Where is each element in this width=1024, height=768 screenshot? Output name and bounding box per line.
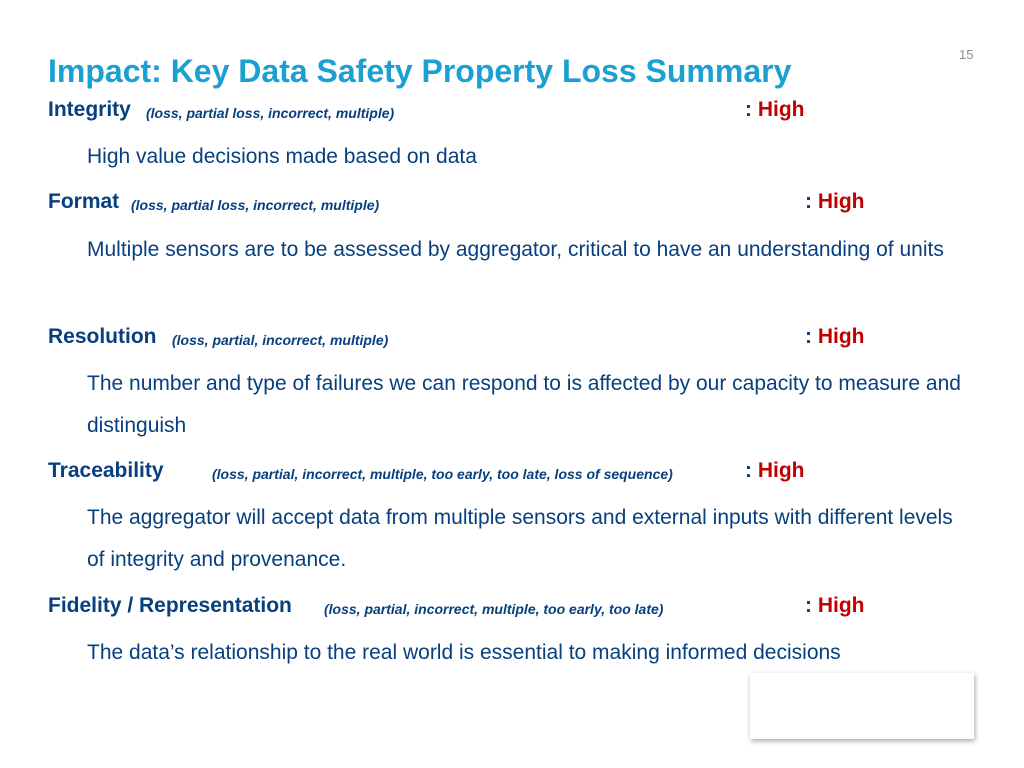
rating-colon: :	[745, 459, 752, 482]
rating-colon: :	[805, 325, 812, 348]
rating-colon: :	[805, 594, 812, 617]
section-heading-resolution	[48, 324, 978, 352]
rating-value: High	[817, 190, 865, 213]
section-heading-format	[48, 189, 978, 217]
section-name: Traceability	[48, 459, 164, 482]
section-text-traceability: The aggregator will accept data from multiple sensors and external inputs with different levels of integrity and provenance.	[87, 506, 953, 571]
section-name: Format	[48, 190, 120, 213]
section-qualifier: (loss, partial loss, incorrect, multiple)	[146, 105, 395, 121]
section-heading-traceability	[48, 458, 978, 486]
section-rating	[745, 459, 805, 483]
section-rating	[805, 594, 865, 618]
rating-value: High	[757, 98, 805, 121]
section-text-integrity: High value decisions made based on data	[87, 145, 477, 168]
section-heading-integrity	[48, 97, 978, 125]
section-name: Fidelity / Representation	[48, 594, 292, 617]
section-heading-fidelity	[48, 593, 978, 621]
rating-colon: :	[805, 190, 812, 213]
section-rating	[745, 98, 805, 122]
section-rating	[805, 190, 865, 214]
section-name: Resolution	[48, 325, 157, 348]
rating-value: High	[817, 325, 865, 348]
overlay-box	[750, 673, 974, 739]
rating-value: High	[757, 459, 805, 482]
page-number: 15	[959, 47, 974, 62]
section-qualifier: (loss, partial, incorrect, multiple)	[172, 332, 389, 348]
section-text-format: Multiple sensors are to be assessed by aggregator, critical to have an understanding of units	[87, 238, 944, 261]
section-text-resolution: The number and type of failures we can respond to is affected by our capacity to measure and distinguish	[87, 372, 961, 437]
section-qualifier: (loss, partial loss, incorrect, multiple)	[131, 197, 380, 213]
section-rating	[805, 325, 865, 349]
section-name: Integrity	[48, 98, 131, 121]
section-qualifier: (loss, partial, incorrect, multiple, too early, too late, loss of sequence)	[212, 466, 673, 482]
rating-colon: :	[745, 98, 752, 121]
rating-value: High	[817, 594, 865, 617]
section-text-fidelity: The data’s relationship to the real world is essential to making informed decisions	[87, 641, 841, 664]
slide-title: Impact: Key Data Safety Property Loss Summary	[48, 53, 792, 89]
section-qualifier: (loss, partial, incorrect, multiple, too early, too late)	[324, 601, 664, 617]
